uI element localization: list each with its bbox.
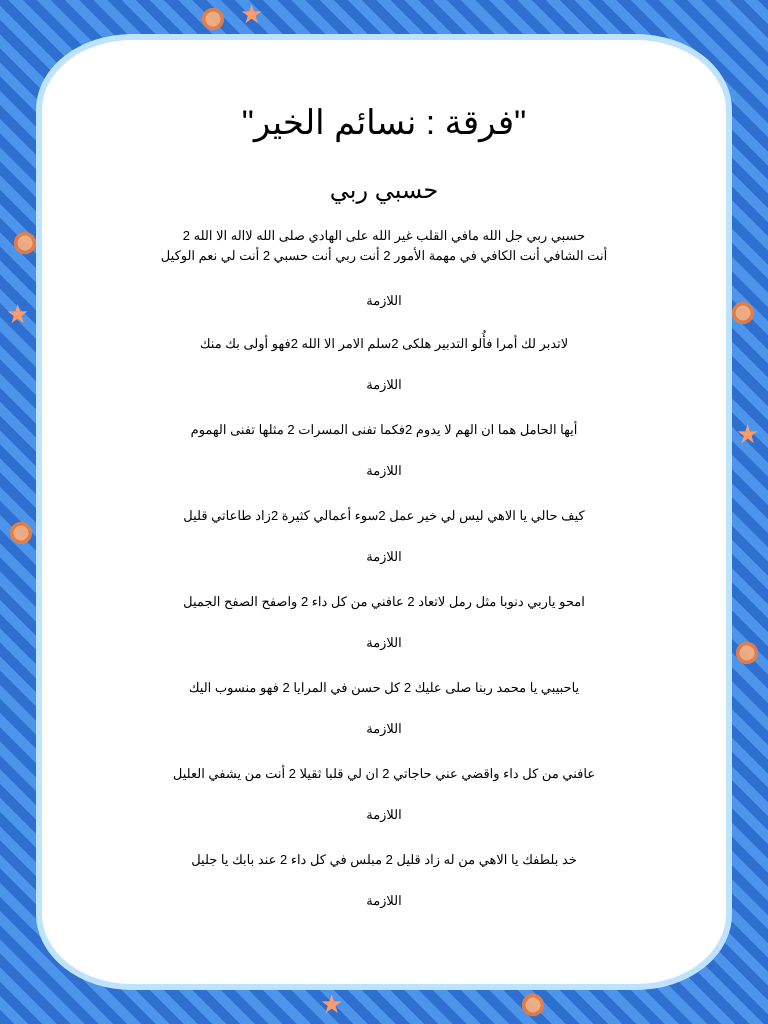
shell-icon <box>730 300 756 326</box>
starfish-icon: ★ <box>6 300 30 330</box>
verse-line: ياحبيبي يا محمد ربنا صلى عليك 2 كل حسن في المرايا 2 فهو منسوب اليك <box>188 680 580 695</box>
chorus-label: اللازمة <box>366 293 402 308</box>
shell-icon <box>520 992 546 1018</box>
verse-line: امحو ياربي دنوبا مثل رمل لاتعاد 2 عافني من كل داء 2 واصفح الصفح الجميل <box>183 594 585 609</box>
chorus-label: اللازمة <box>366 463 402 478</box>
intro-block <box>70 226 698 266</box>
intro-line: حسبي ربي جل الله مافي القلب غير الله على الهادي صلى الله لااله الا الله 2 <box>182 228 586 243</box>
song-document <box>70 80 698 910</box>
chorus-label: اللازمة <box>366 635 402 650</box>
verse-line: عافني من كل داء واقضي عني حاجاتي 2 ان لي قلبا ثقيلا 2 أنت من يشفي العليل <box>172 766 596 781</box>
chorus-label: اللازمة <box>366 377 402 392</box>
shell-icon <box>200 6 226 32</box>
starfish-icon: ★ <box>320 990 344 1020</box>
chorus-label: اللازمة <box>366 893 402 908</box>
starfish-icon: ★ <box>736 420 760 450</box>
shell-icon <box>8 520 34 546</box>
shell-icon <box>734 640 760 666</box>
page-title: "فرقة : نسائم الخير" <box>241 104 527 142</box>
verse-line: أيها الحامل هما ان الهم لا يدوم 2فكما تفنى المسرات 2 مثلها تفنى الهموم <box>190 422 578 437</box>
chorus-label: اللازمة <box>366 549 402 564</box>
intro-line: أنت الشافي أنت الكافي في مهمة الأمور 2 أنت ربي أنت حسبي 2 أنت لي نعم الوكيل <box>160 248 608 263</box>
verse-line: لاتدبر لك أمرا فأُلو التدبير هلكى 2سلم الامر الا الله 2فهو أولى بك منك <box>199 336 569 351</box>
starfish-icon: ★ <box>240 0 264 30</box>
song-title: حسبي ربي <box>329 177 439 204</box>
verse-line: خد بلطفك يا الاهي من له زاد قليل 2 مبلس في كل داء 2 عند بابك يا جليل <box>191 852 577 867</box>
chorus-label: اللازمة <box>366 807 402 822</box>
shell-icon <box>12 230 38 256</box>
chorus-label: اللازمة <box>366 721 402 736</box>
verse-line: كيف حالي يا الاهي ليس لي خير عمل 2سوء أعمالي كثيرة 2زاد طاعاتي قليل <box>183 508 585 523</box>
